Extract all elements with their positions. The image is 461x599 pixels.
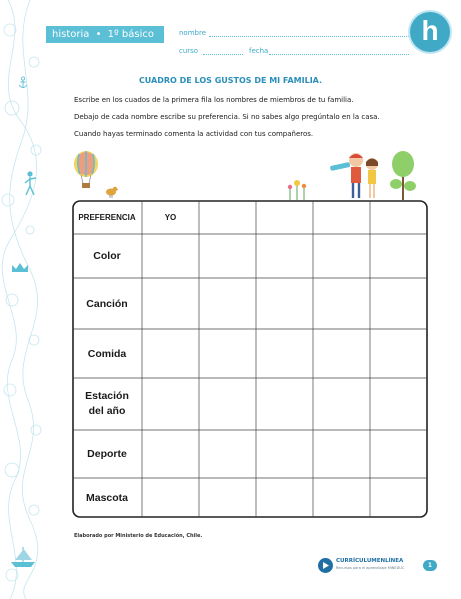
instruction-3: Cuando hayas terminado comenta la actividad con tus compañeros. <box>74 130 314 138</box>
header-cell-yo: YO <box>164 212 177 222</box>
flower-icon <box>284 176 310 200</box>
preferences-table <box>72 200 428 518</box>
brand-name: CURRÍCULUMENLÍNEA <box>336 558 404 564</box>
sailing-ship-icon <box>8 545 38 569</box>
brand-tagline: Recursos para el aprendizaje MINEDUC <box>336 566 405 570</box>
row-label-estacion: Estación del año <box>85 390 129 417</box>
tree-icon <box>388 150 418 200</box>
header-cell-preferencia: PREFERENCIA <box>78 212 136 222</box>
page-title: CUADRO DE LOS GUSTOS DE MI FAMILIA. <box>138 76 323 85</box>
grade-label: 1º básico <box>107 29 155 40</box>
name-field[interactable] <box>173 22 415 40</box>
bird-icon <box>104 184 118 198</box>
row-label-comida: Comida <box>87 347 127 360</box>
hot-air-balloon-icon <box>72 150 100 192</box>
subject-tab <box>46 26 164 43</box>
subject-label: historia <box>52 29 90 40</box>
header-cell-member-1[interactable] <box>199 200 256 234</box>
name-label: nombre <box>179 29 207 37</box>
instruction-2: Debajo de cada nombre escribe su preferencia. Si no sabes algo pregúntalo en la casa. <box>74 113 380 121</box>
children-with-telescope-icon <box>328 150 384 200</box>
curriculum-en-linea-logo <box>318 558 414 574</box>
row-label-deporte: Deporte <box>87 448 127 460</box>
explorer-icon <box>22 170 38 196</box>
footer-credit: Elaborado por Ministerio de Educación, Chile. <box>74 533 203 539</box>
instruction-1: Escribe en los cuados de la primera fila los nombres de miembros de tu familia. <box>74 96 354 104</box>
subject-separator: • <box>95 29 102 40</box>
course-label: curso <box>179 47 199 55</box>
history-logo-letter: h <box>421 15 439 46</box>
brand-arrow-icon <box>321 561 330 570</box>
row-label-color: Color <box>93 250 121 262</box>
course-date-row <box>173 40 415 58</box>
date-line[interactable] <box>269 54 409 55</box>
course-line[interactable] <box>203 54 243 55</box>
row-label-mascota: Mascota <box>85 492 128 504</box>
name-line[interactable] <box>209 36 409 37</box>
header-cell-member-2[interactable] <box>256 200 313 234</box>
header-cell-member-4[interactable] <box>370 200 427 234</box>
crown-icon <box>10 262 30 274</box>
header-cell-member-3[interactable] <box>313 200 370 234</box>
row-label-cancion: Canción <box>86 297 128 310</box>
page-number: 1 <box>423 560 437 571</box>
date-label: fecha <box>249 47 269 55</box>
history-logo <box>410 12 450 52</box>
header-fields <box>173 22 415 62</box>
